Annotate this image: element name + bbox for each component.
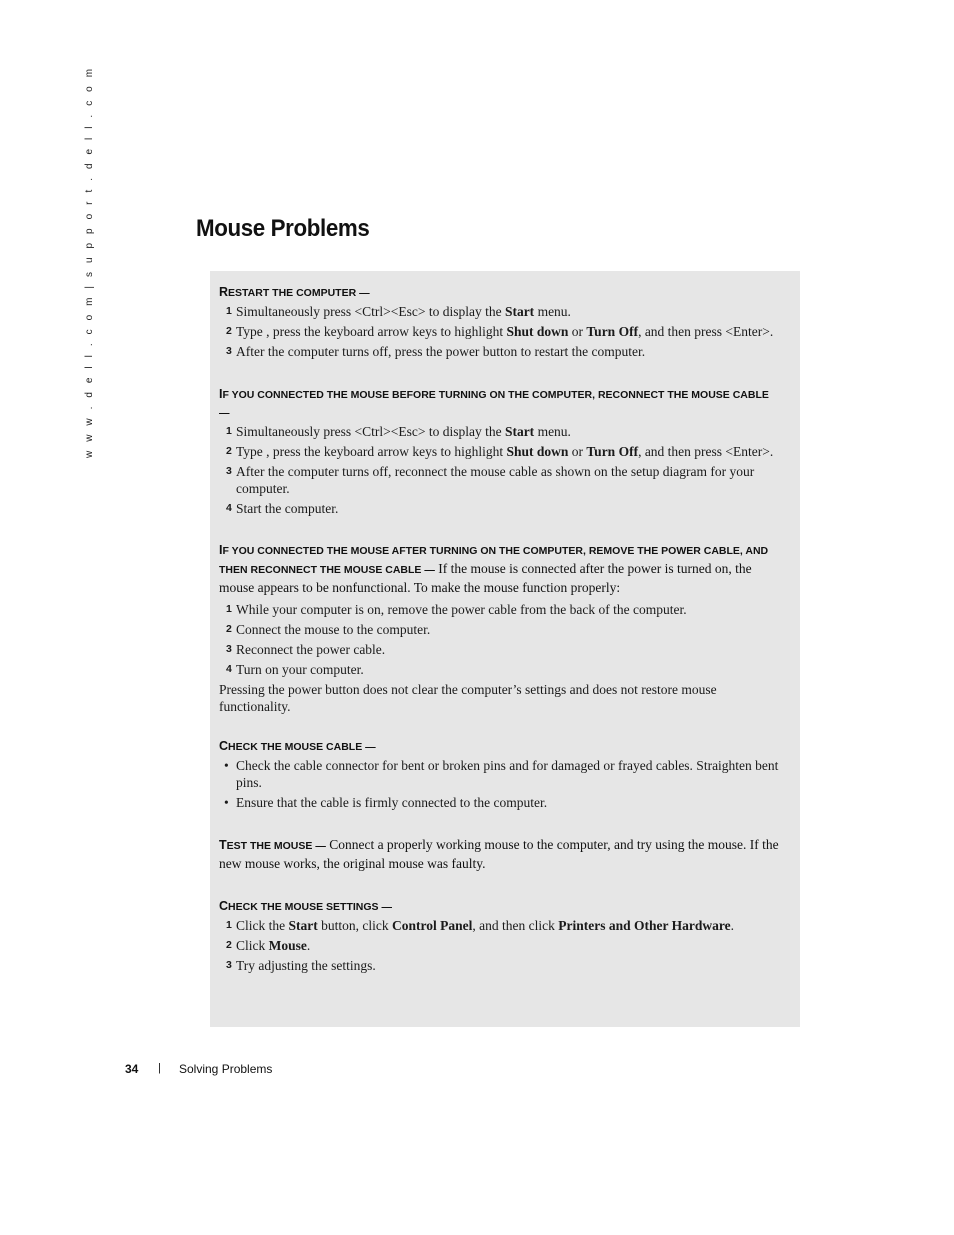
list-item: 2 Type , press the keyboard arrow keys to highlight Shut down or Turn Off, and then press <Enter>. (226, 324, 774, 339)
list-item: 3 After the computer turns off, reconnect the mouse cable as shown on the setup diagram for your computer. (226, 464, 755, 496)
footer-separator: | (158, 1062, 161, 1074)
after-steps (219, 601, 779, 678)
heading-test-mouse: TEST THE MOUSE — Connect a properly working mouse to the computer, and try using the mouse. If the new mouse works, the original mouse was faulty. (219, 837, 779, 871)
list-item: 4 Turn on your computer. (226, 662, 364, 677)
list-item: 3 Reconnect the power cable. (226, 642, 386, 657)
list-item: 2 Connect the mouse to the computer. (226, 622, 431, 637)
list-item: 3 Try adjusting the settings. (226, 958, 376, 973)
heading-connected-before: IF YOU CONNECTED THE MOUSE BEFORE TURNING ON THE COMPUTER, RECONNECT THE MOUSE CABLE — (219, 387, 769, 419)
list-item: 3 After the computer turns off, press the power button to restart the computer. (226, 344, 646, 359)
list-item: 2 Click Mouse. (226, 938, 311, 953)
list-item: 1 Simultaneously press <Ctrl><Esc> to display the Start menu. (226, 304, 571, 319)
list-item: • Ensure that the cable is firmly connected to the computer. (224, 795, 548, 810)
side-url-strip (84, 65, 100, 462)
list-item: 1 Simultaneously press <Ctrl><Esc> to display the Start menu. (226, 424, 571, 439)
heading-check-settings: CHECK THE MOUSE SETTINGS — (219, 899, 392, 913)
list-item: 2 Type , press the keyboard arrow keys to highlight Shut down or Turn Off, and then press <Enter>. (226, 444, 774, 459)
settings-steps (219, 917, 779, 974)
page-number: 34 (125, 1062, 139, 1076)
side-url-text: w w w . d e l l . c o m | s u p p o r t . d e l l . c o m (84, 65, 95, 458)
panel-content (219, 283, 779, 977)
list-item: 1 Click the Start button, click Control Panel, and then click Printers and Other Hardware. (226, 918, 734, 933)
footer-section-title: Solving Problems (179, 1062, 273, 1076)
restart-steps (219, 303, 779, 360)
heading-restart: RESTART THE COMPUTER — (219, 285, 370, 299)
before-steps (219, 423, 779, 517)
power-button-note: Pressing the power button does not clear the computer’s settings and does not restore mouse functionality. (219, 682, 717, 714)
heading-check-cable: CHECK THE MOUSE CABLE — (219, 739, 376, 753)
list-item: 1 While your computer is on, remove the power cable from the back of the computer. (226, 602, 687, 617)
list-item: 4 Start the computer. (226, 501, 339, 516)
heading-connected-after: IF YOU CONNECTED THE MOUSE AFTER TURNING ON THE COMPUTER, REMOVE THE POWER CABLE, AND THEN RECONNECT THE MOUSE CABLE — If the mouse is connected after the power is turned on, the mouse appears to be nonfunctional. To make the mouse function properly: (219, 543, 769, 595)
troubleshooting-panel (210, 271, 800, 1027)
cable-bullets (219, 757, 779, 811)
page-title: Mouse Problems (196, 215, 370, 242)
list-item: • Check the cable connector for bent or broken pins and for damaged or frayed cables. Straighten bent pins. (224, 758, 779, 790)
